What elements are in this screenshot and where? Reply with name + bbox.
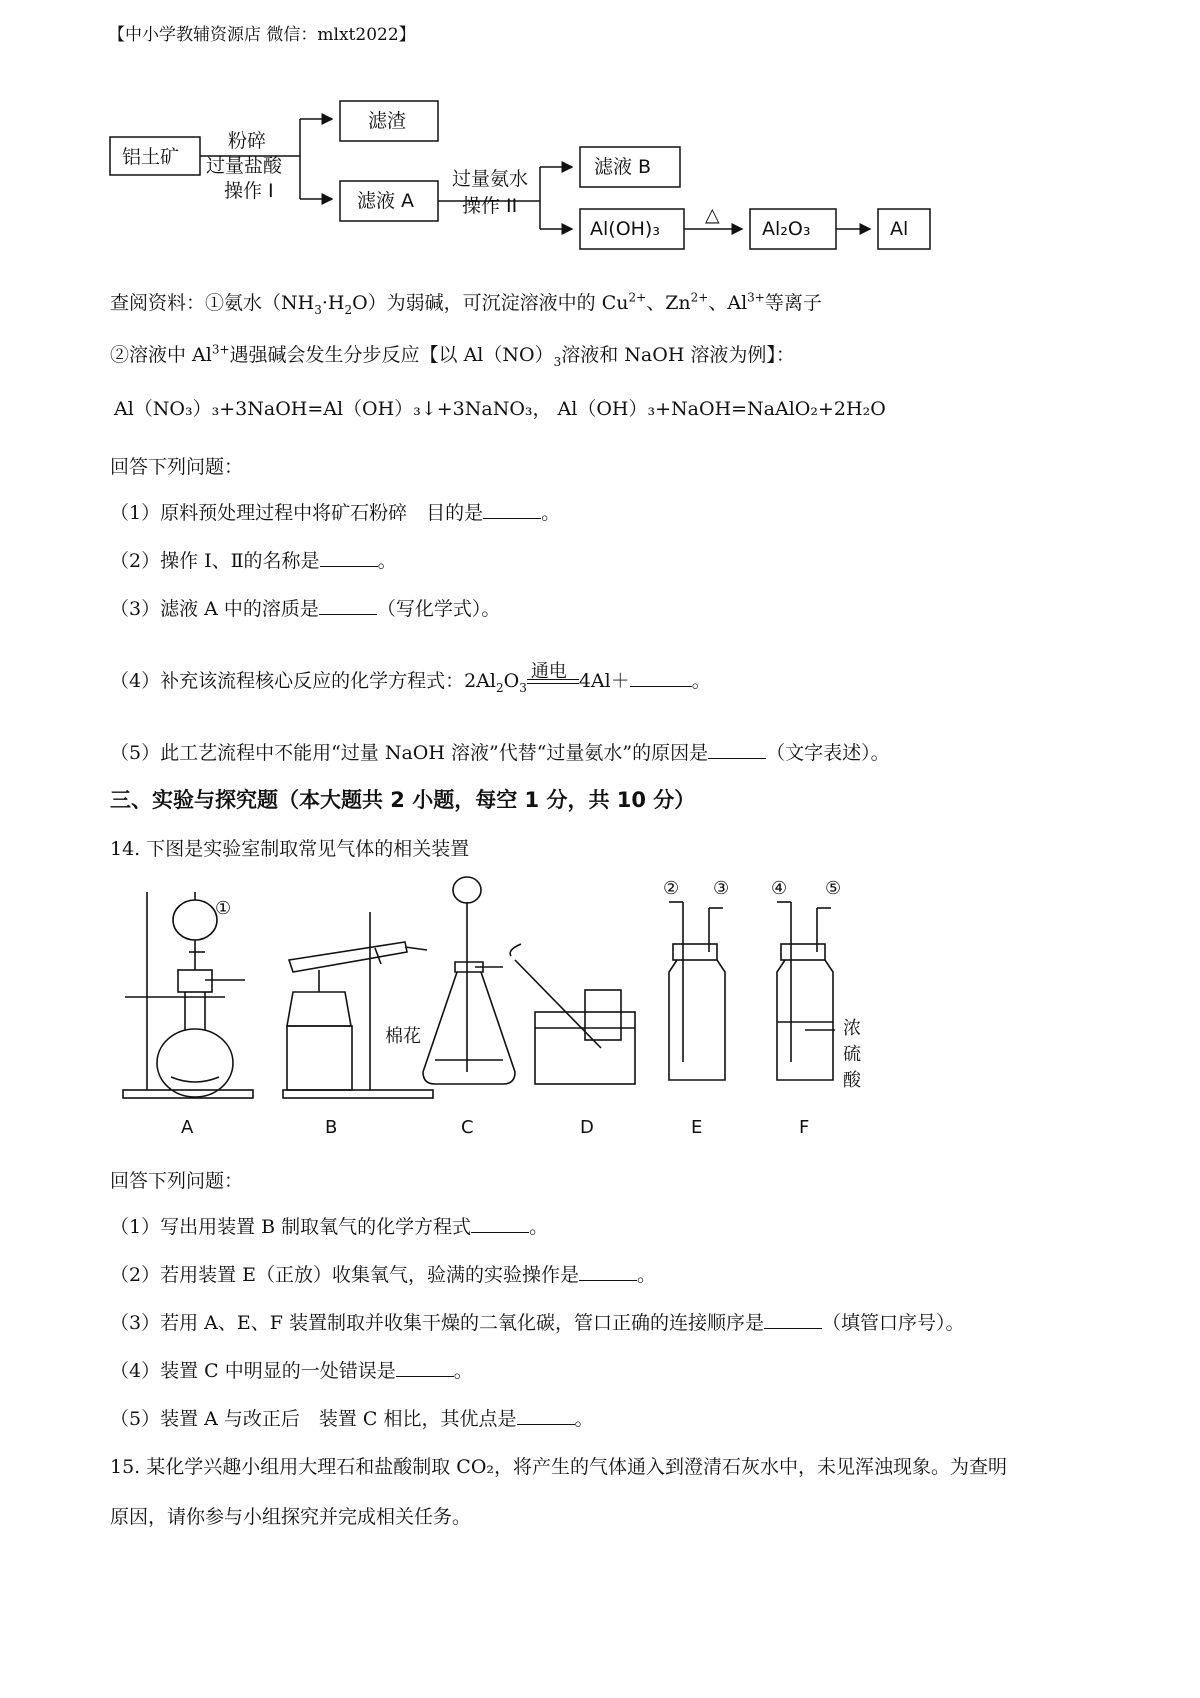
info-line-1: 查阅资料：①氨水$(NH_3\cdot H_2O)$为弱碱，可沉淀溶液中的 $Cu^{2+}$、$Zn^{2+}$、$Al^{3+}$等离子 bbox=[110, 290, 822, 317]
q14-title: 14. 下图是实验室制取常见气体的相关装置 bbox=[110, 838, 470, 860]
process-flowchart bbox=[100, 95, 940, 275]
q14-4: （4）装置 C 中明显的一处错误是 。 bbox=[110, 1360, 473, 1382]
oxide-label: Al₂O₃ bbox=[762, 218, 811, 240]
answer-blank[interactable] bbox=[764, 1310, 822, 1329]
apparatus-a bbox=[123, 892, 253, 1098]
section-3-heading: 三、实验与探究题（本大题共 2 小题，每空 1 分，共 10 分） bbox=[110, 788, 696, 812]
label-a: A bbox=[181, 1117, 194, 1138]
filtrate-a-label: 滤液 A bbox=[357, 190, 415, 212]
q13-2: （2）操作 I、Ⅱ的名称是 。 bbox=[110, 550, 397, 572]
apparatus-d bbox=[510, 944, 635, 1084]
q13-prompt: 回答下列问题： bbox=[110, 456, 244, 478]
step2-label-1: 过量氨水 bbox=[452, 168, 529, 190]
ore-label: 铝土矿 bbox=[122, 146, 180, 168]
step2-label-2: 操作 II bbox=[462, 195, 518, 217]
q15-line-1: 15. 某化学兴趣小组用大理石和盐酸制取 CO₂，将产生的气体通入到澄清石灰水中，未见浑浊现象。为查明 bbox=[110, 1456, 1008, 1478]
step1-label-2: 过量盐酸 bbox=[206, 155, 283, 177]
answer-blank[interactable] bbox=[396, 1358, 454, 1377]
apparatus-f bbox=[777, 902, 835, 1080]
apparatus-figure bbox=[105, 872, 965, 1147]
hydroxide-label: Al(OH)₃ bbox=[590, 218, 660, 240]
filtrate-b-label: 滤液 B bbox=[594, 156, 652, 178]
q14-3: （3）若用 A、E、F 装置制取并收集干燥的二氧化碳，管口正确的连接顺序是 （填管口序号）。 bbox=[110, 1312, 965, 1334]
q13-5: （5）此工艺流程中不能用“过量 NaOH 溶液”代替“过量氨水”的原因是 （文字表述）。 bbox=[110, 742, 890, 764]
port-3-label: ③ bbox=[713, 878, 730, 899]
port-1-label: ① bbox=[215, 898, 232, 919]
label-f: F bbox=[799, 1117, 810, 1138]
answer-blank[interactable] bbox=[319, 596, 377, 615]
port-5-label: ⑤ bbox=[825, 878, 842, 899]
step1-label-1: 粉碎 bbox=[228, 130, 267, 152]
answer-blank[interactable] bbox=[630, 668, 692, 687]
answer-blank[interactable] bbox=[708, 740, 766, 759]
q14-5: （5）装置 A 与改正后 装置 C 相比，其优点是 。 bbox=[110, 1408, 594, 1430]
residue-label: 滤渣 bbox=[368, 110, 407, 132]
cotton-label: 棉花 bbox=[385, 1026, 421, 1047]
q13-1: （1）原料预处理过程中将矿石粉碎 目的是 。 bbox=[110, 502, 561, 524]
apparatus-e bbox=[669, 902, 725, 1080]
answer-blank[interactable] bbox=[471, 1214, 529, 1233]
apparatus-c bbox=[423, 877, 515, 1084]
answer-blank[interactable] bbox=[320, 548, 378, 567]
step1-label-3: 操作 I bbox=[224, 180, 274, 202]
acid-label-2: 硫 bbox=[843, 1044, 861, 1065]
apparatus-b bbox=[283, 912, 433, 1098]
answer-blank[interactable] bbox=[517, 1406, 575, 1425]
q14-2: （2）若用装置 E（正放）收集氧气，验满的实验操作是 。 bbox=[110, 1264, 657, 1286]
electrolysis-condition: 通电 bbox=[530, 661, 567, 682]
acid-label-3: 酸 bbox=[843, 1070, 861, 1091]
q14-prompt: 回答下列问题： bbox=[110, 1170, 244, 1192]
label-c: C bbox=[461, 1117, 474, 1138]
al-label: Al bbox=[890, 218, 909, 240]
info-line-2: ②溶液中 $Al^{3+}$遇强碱会发生分步反应【以 $Al(NO)_3$溶液和 NaOH 溶液为例】： bbox=[110, 342, 795, 369]
info-equation: Al（NO₃）₃+3NaOH=Al（OH）₃↓+3NaNO₃， Al（OH）₃+NaOH=NaAlO₂+2H₂O bbox=[114, 398, 886, 420]
label-e: E bbox=[691, 1117, 703, 1138]
answer-blank[interactable] bbox=[483, 500, 541, 519]
heat-label: △ bbox=[705, 204, 720, 226]
label-b: B bbox=[325, 1117, 338, 1138]
acid-label-1: 浓 bbox=[843, 1018, 861, 1039]
q13-4: （4）补充该流程核心反应的化学方程式：$2Al_2O_3$ 通电 4Al＋ 。 bbox=[110, 666, 711, 695]
watermark: 【中小学教辅资源店 微信：mlxt2022】 bbox=[108, 25, 416, 45]
q13-3: （3）滤液 A 中的溶质是 （写化学式）。 bbox=[110, 598, 501, 620]
answer-blank[interactable] bbox=[579, 1262, 637, 1281]
q15-line-2: 原因，请你参与小组探究并完成相关任务。 bbox=[110, 1506, 472, 1528]
port-4-label: ④ bbox=[771, 878, 788, 899]
q14-1: （1）写出用装置 B 制取氧气的化学方程式 。 bbox=[110, 1216, 549, 1238]
label-d: D bbox=[580, 1117, 594, 1138]
port-2-label: ② bbox=[663, 878, 680, 899]
